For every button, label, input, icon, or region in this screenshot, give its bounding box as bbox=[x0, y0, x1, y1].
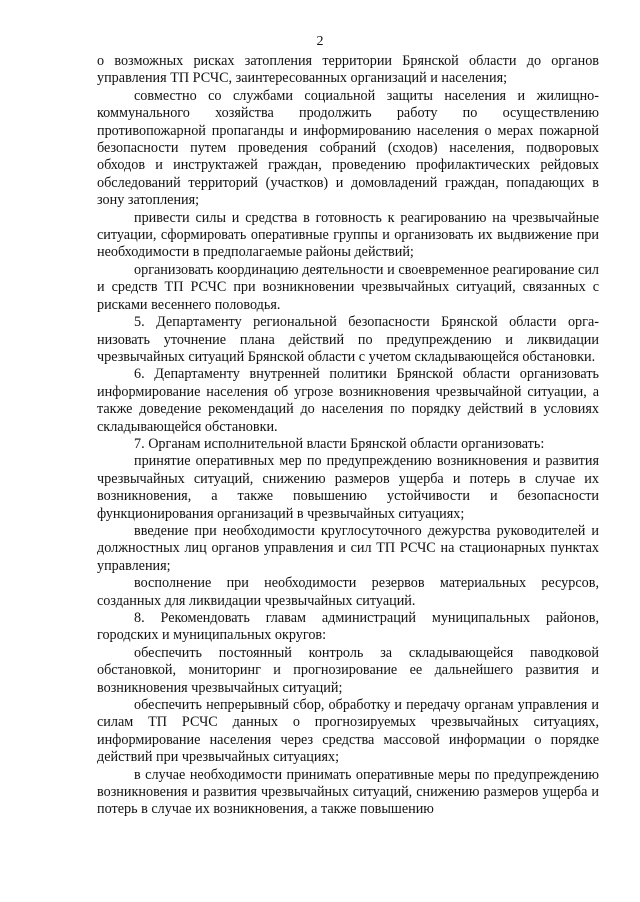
paragraph: обеспечить непрерывный сбор, обработку и передачу органам управления и силам ТП РСЧС данных о прогнозируемых чрезвычайных ситуациях, информирование населения через средства массовой информации о порядке действий при чрезвычайных ситуациях; bbox=[97, 697, 599, 766]
paragraph: совместно со службами социальной защиты населения и жилищно-коммунального хозяйства продолжить работу по осуществлению противопожарной пропаганды и информированию населения о мерах пожарной безопасности путем проведения собраний (сходов) населения, подворовых обходов и инструктажей граждан, проведению профилактических рейдовых обследований территорий (участков) и домовладений граждан, попадающих в зону затопления; bbox=[97, 87, 599, 209]
paragraph: 6. Департаменту внутренней политики Брянской области организовать информирование населения об угрозе возникновения чрезвычайной ситуации, а также доведение рекомендаций до населения по порядку действий в условиях складывающейся обстановки. bbox=[97, 366, 599, 435]
paragraph: принятие оперативных мер по предупреждению возникновения и развития чрезвычайных ситуаций, снижению размеров ущерба и потерь в случае их возникновения, а также повышению устойчивости и безопасности функционирования организаций в чрезвычайных ситуациях; bbox=[97, 453, 599, 522]
page-number: 2 bbox=[316, 34, 324, 49]
paragraph: привести силы и средства в готовность к реагированию на чрезвычайные ситуации, сформировать оперативные группы и организовать их выдвижение при необходимости в предполагаемые районы действий; bbox=[97, 209, 599, 261]
paragraph: 8. Рекомендовать главам администраций муниципальных районов, городских и муниципальных округов: bbox=[97, 610, 599, 644]
paragraph: 7. Органам исполнительной власти Брянской области организовать: bbox=[134, 435, 545, 452]
paragraph: 5. Департаменту региональной безопасности Брянской области организовать уточнение плана действий по предупреждению и ликвидации чрезвычайных ситуаций Брянской области с учетом складывающейся обстановки. bbox=[97, 314, 599, 365]
paragraph: введение при необходимости круглосуточного дежурства руководителей и должностных лиц органов управления и сил ТП РСЧС на стационарных пунктах управления; bbox=[97, 522, 599, 574]
paragraph: обеспечить постоянный контроль за складывающейся паводковой обстановкой, мониторинг и прогнозирование ее дальнейшего развития и возникновения чрезвычайных ситуаций; bbox=[97, 644, 599, 696]
paragraph: о возможных рисках затопления территории Брянской области до органов управления ТП РСЧС, заинтересованных организаций и населения; bbox=[97, 53, 599, 87]
paragraph: восполнение при необходимости резервов материальных ресурсов, созданных для ликвидации чрезвычайных ситуаций. bbox=[97, 575, 599, 609]
paragraph: организовать координацию деятельности и своевременное реагирование сил и средств ТП РСЧС при возникновении чрезвычайных ситуаций, связанных с рисками весеннего половодья. bbox=[97, 261, 599, 313]
document-body bbox=[97, 53, 599, 819]
paragraph: в случае необходимости принимать оперативные меры по предупреждению возникновения и развития чрезвычайных ситуаций, снижению размеров ущерба и потерь в случае их возникновения, а также повышению bbox=[97, 766, 599, 818]
